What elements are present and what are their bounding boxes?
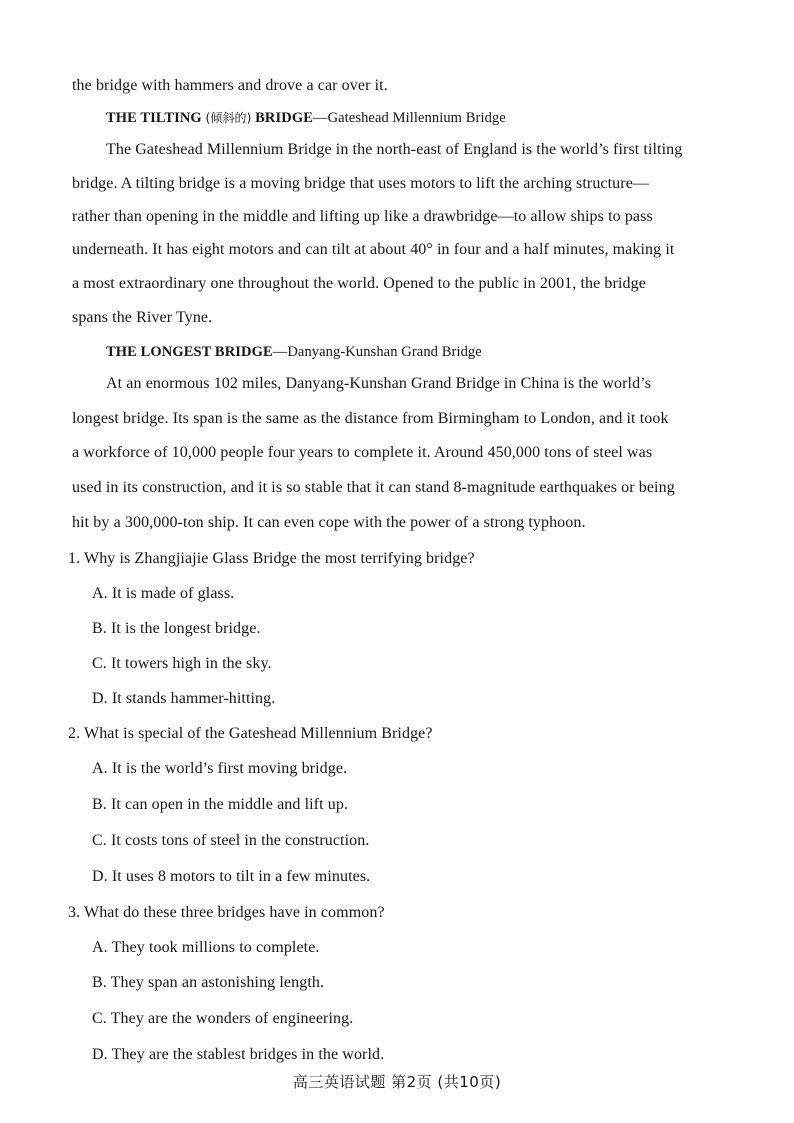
question-2-option-d[interactable]: D. It uses 8 motors to tilt in a few minutes. bbox=[92, 868, 371, 885]
question-3-option-a[interactable]: A. They took millions to complete. bbox=[92, 939, 320, 956]
question-1-option-a[interactable]: A. It is made of glass. bbox=[92, 585, 235, 602]
question-2-option-c[interactable]: C. It costs tons of steel in the construction. bbox=[92, 832, 370, 849]
heading-longest-bold: THE LONGEST BRIDGE bbox=[106, 344, 273, 360]
question-3-stem: 3. What do these three bridges have in common? bbox=[68, 904, 385, 921]
tilting-line-6: spans the River Tyne. bbox=[72, 309, 213, 326]
tilting-line-2: bridge. A tilting bridge is a moving bridge that uses motors to lift the arching structure— bbox=[72, 175, 650, 192]
question-1-stem: 1. Why is Zhangjiajie Glass Bridge the most terrifying bridge? bbox=[68, 550, 475, 567]
question-1-option-d[interactable]: D. It stands hammer-hitting. bbox=[92, 690, 276, 707]
longest-line-3: a workforce of 10,000 people four years to complete it. Around 450,000 tons of steel was bbox=[72, 444, 653, 461]
question-3-option-c[interactable]: C. They are the wonders of engineering. bbox=[92, 1010, 354, 1027]
heading-tilting-name: —Gateshead Millennium Bridge bbox=[312, 110, 506, 126]
tilting-line-3: rather than opening in the middle and lifting up like a drawbridge—to allow ships to pass bbox=[72, 208, 653, 225]
heading-tilting-bold-2: BRIDGE bbox=[255, 110, 313, 126]
heading-tilting-bold: THE TILTING bbox=[106, 110, 202, 126]
question-2-stem: 2. What is special of the Gateshead Millennium Bridge? bbox=[68, 725, 433, 742]
passage-continuation: the bridge with hammers and drove a car over it. bbox=[72, 77, 388, 94]
question-3-option-b[interactable]: B. They span an astonishing length. bbox=[92, 974, 325, 991]
longest-line-1: At an enormous 102 miles, Danyang-Kunshan Grand Bridge in China is the world’s bbox=[106, 375, 652, 392]
section-heading-longest bbox=[106, 342, 776, 362]
longest-line-2: longest bridge. Its span is the same as the distance from Birmingham to London, and it took bbox=[72, 410, 669, 427]
question-1-option-b[interactable]: B. It is the longest bridge. bbox=[92, 620, 261, 637]
question-1-option-c[interactable]: C. It towers high in the sky. bbox=[92, 655, 272, 672]
longest-line-4: used in its construction, and it is so stable that it can stand 8-magnitude earthquakes or being bbox=[72, 479, 675, 496]
question-2-option-b[interactable]: B. It can open in the middle and lift up. bbox=[92, 796, 349, 813]
heading-longest-name: —Danyang-Kunshan Grand Bridge bbox=[272, 344, 482, 360]
question-2-option-a[interactable]: A. It is the world’s first moving bridge. bbox=[92, 760, 348, 777]
heading-tilting-note: (倾斜的) bbox=[205, 111, 252, 125]
tilting-line-4: underneath. It has eight motors and can tilt at about 40° in four and a half minutes, making it bbox=[72, 241, 675, 258]
question-3-option-d[interactable]: D. They are the stablest bridges in the world. bbox=[92, 1046, 385, 1063]
longest-line-5: hit by a 300,000-ton ship. It can even cope with the power of a strong typhoon. bbox=[72, 514, 586, 531]
page-footer: 高三英语试题 第2页 (共10页) bbox=[292, 1073, 502, 1091]
tilting-line-1: The Gateshead Millennium Bridge in the north-east of England is the world’s first tilting bbox=[106, 141, 683, 158]
section-heading-tilting bbox=[106, 108, 776, 128]
tilting-line-5: a most extraordinary one throughout the world. Opened to the public in 2001, the bridge bbox=[72, 275, 646, 292]
